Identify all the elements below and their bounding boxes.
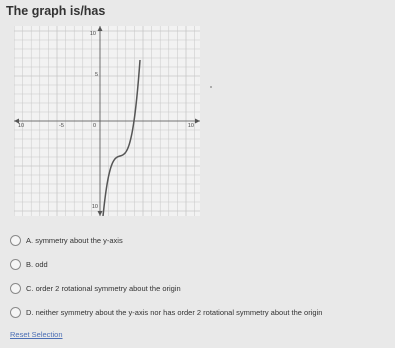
option-a-text: symmetry about the y-axis: [35, 235, 123, 245]
tick-label-y-bottom: 10: [91, 204, 98, 210]
option-d-letter: D.: [26, 307, 34, 317]
option-a-radio[interactable]: [10, 235, 21, 246]
option-b-radio[interactable]: [10, 259, 21, 270]
tick-label-x-left: 10: [18, 123, 25, 129]
option-a[interactable]: [10, 234, 390, 246]
tick-label-y-top: 10: [89, 31, 96, 37]
question-prompt: The graph is/has: [6, 4, 106, 18]
tick-label-x-origin: 0: [92, 123, 96, 129]
side-marker-dot: [210, 86, 212, 88]
option-d[interactable]: [10, 306, 390, 318]
option-b-letter: B.: [26, 259, 34, 269]
option-c-text: order 2 rotational symmetry about the origin: [35, 283, 181, 293]
option-d-text: neither symmetry about the y-axis nor has order 2 rotational symmetry about the origin: [35, 307, 323, 317]
tick-label-x-right: 10: [187, 123, 194, 129]
reset-selection-link[interactable]: Reset Selection: [10, 330, 63, 339]
option-d-radio[interactable]: [10, 307, 21, 318]
tick-label-y-mid: 5: [94, 72, 98, 78]
option-c-letter: C.: [26, 283, 34, 293]
option-a-letter: A.: [26, 235, 34, 245]
option-b-text: odd: [35, 259, 48, 269]
tick-label-x-neg5: -5: [59, 123, 64, 129]
option-c-radio[interactable]: [10, 283, 21, 294]
option-c[interactable]: [10, 282, 390, 294]
option-b[interactable]: [10, 258, 390, 270]
answer-options: [10, 234, 390, 330]
graph: [14, 26, 200, 216]
graph-svg: [14, 26, 200, 216]
